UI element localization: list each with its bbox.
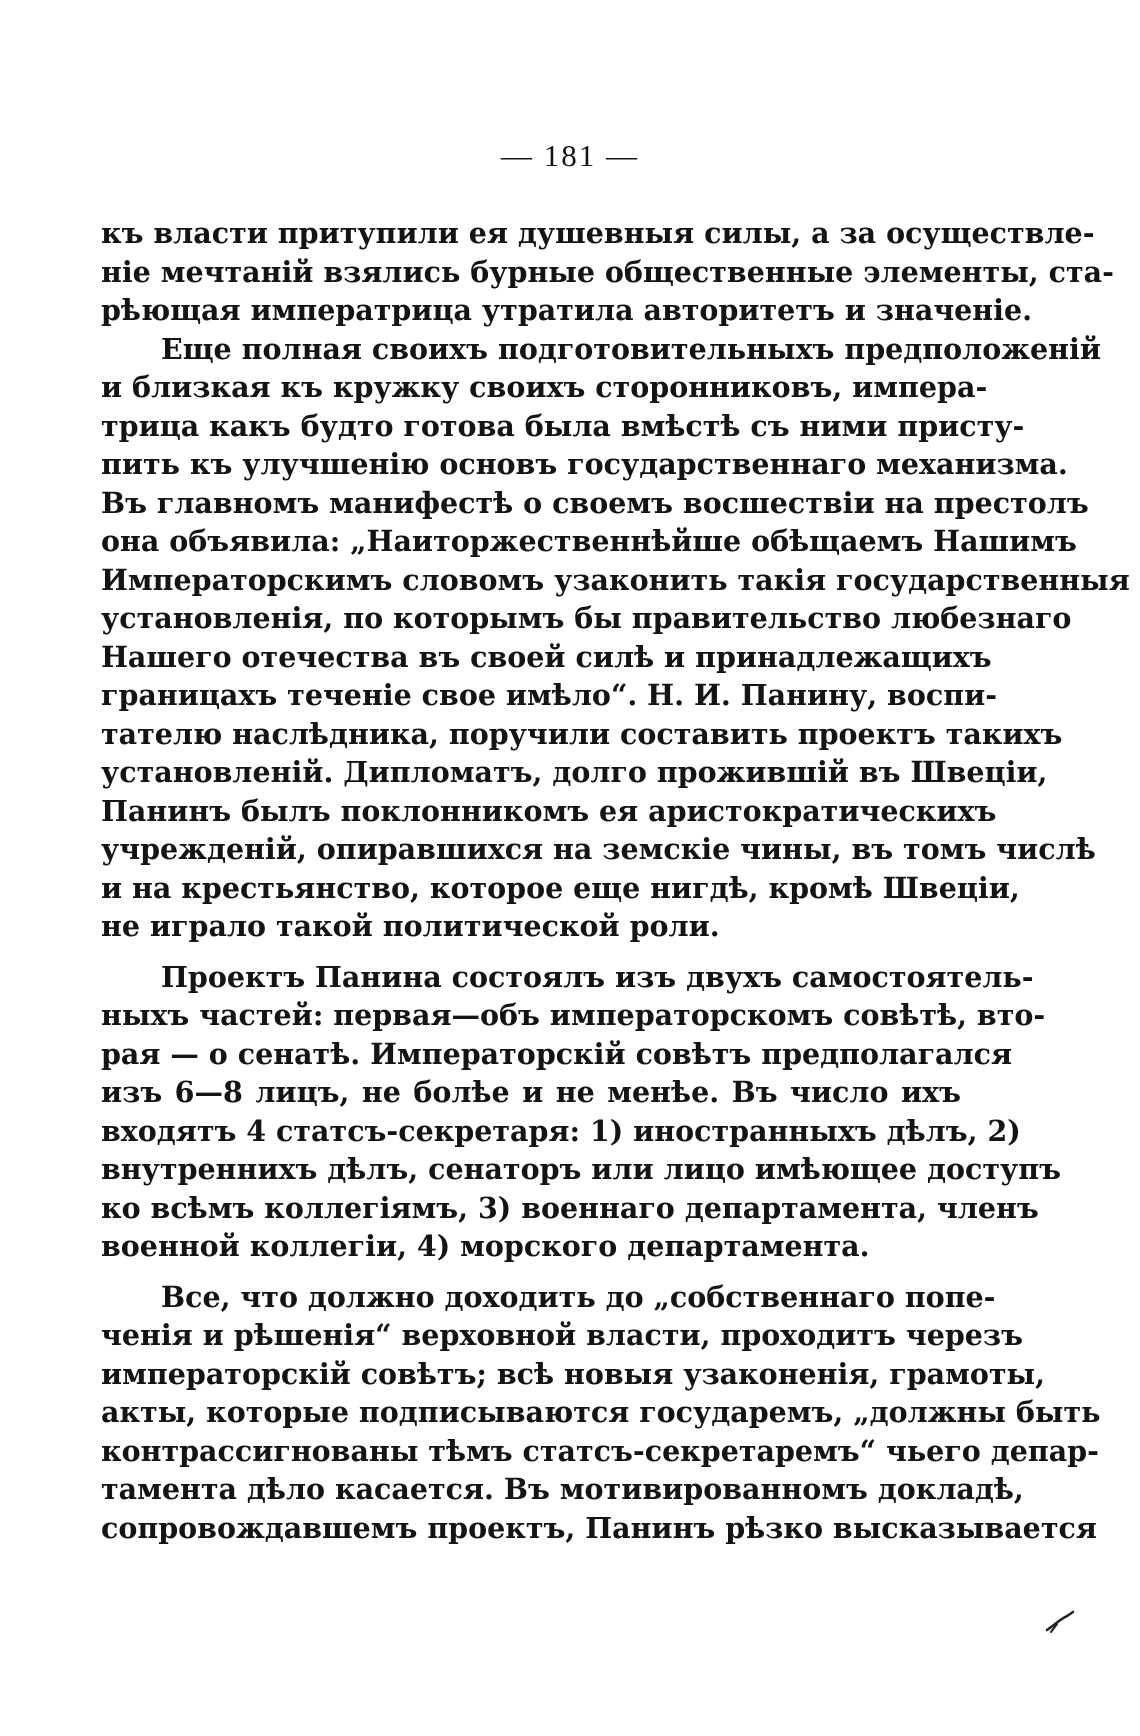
text-line: и близкая къ кружку своихъ сторонниковъ, импера- [101, 370, 988, 404]
text-line: рѣющая императрица утратила авторитетъ и значеніе. [101, 293, 1033, 327]
text-line: акты, которые подписываются государемъ, „должны быть [101, 1395, 1101, 1429]
text-line: ченія и рѣшенія“ верховной власти, проходитъ черезъ [101, 1318, 1023, 1352]
paragraph [101, 958, 1061, 1266]
text-line: внутреннихъ дѣлъ, сенаторъ или лицо имѣющее доступъ [101, 1152, 1061, 1186]
text-line: не играло такой политической роли. [101, 909, 720, 943]
text-line: трица какъ будто готова была вмѣстѣ съ ними присту- [101, 408, 1025, 443]
text-line: и на крестьянство, которое еще нигдѣ, кромѣ Швеціи, [101, 870, 1020, 905]
paragraph [101, 214, 1114, 330]
text-line: къ власти притупили ея душевныя силы, а за осуществле- [101, 216, 1095, 250]
text-line: она объявила: „Наиторжественнѣйше обѣщаемъ Нашимъ [101, 524, 1077, 558]
paragraph [101, 1278, 1101, 1548]
body-text [101, 214, 1130, 1547]
text-line: военной коллегіи, 4) морского департамента. [101, 1229, 870, 1263]
text-line: учрежденій, опиравшихся на земскіе чины, въ томъ числѣ [101, 832, 1096, 866]
text-line: Въ главномъ манифестѣ о своемъ восшествіи на престолъ [101, 485, 1089, 520]
text-line: входятъ 4 статсъ-секретаря: 1) иностранныхъ дѣлъ, 2) [101, 1113, 1021, 1148]
page-number: — 181 — [501, 138, 639, 173]
text-line: установленій. Дипломатъ, долго прожившій въ Швеціи, [101, 755, 1048, 789]
text-line: границахъ теченіе свое имѣло“. Н. И. Панину, воспи- [101, 678, 998, 712]
paragraph [101, 330, 1130, 946]
text-line: тателю наслѣдника, поручили составить проектъ такихъ [101, 716, 1063, 751]
pencil-mark-icon [1045, 1610, 1075, 1634]
text-line: Проектъ Панина состоялъ изъ двухъ самостоятель- [161, 959, 1034, 994]
text-line: рая — о сенатѣ. Императорскій совѣтъ предполагался [101, 1036, 1012, 1071]
text-line: пить къ улучшенію основъ государственнаго механизма. [101, 447, 1068, 481]
text-line: установленія, по которымъ бы правительство любезнаго [101, 601, 1072, 635]
text-line: сопровождавшемъ проектъ, Панинъ рѣзко высказывается [101, 1510, 1097, 1545]
text-line: тамента дѣло касается. Въ мотивированномъ докладѣ, [101, 1472, 1024, 1506]
text-line: Панинъ былъ поклонникомъ ея аристократическихъ [101, 793, 997, 828]
text-line: ніе мечтаній взялись бурные общественные элементы, ста- [101, 254, 1114, 289]
text-line: ко всѣмъ коллегіямъ, 3) военнаго департамента, членъ [101, 1190, 1039, 1225]
text-line: императорскій совѣтъ; всѣ новыя узаконенія, грамоты, [101, 1356, 1046, 1391]
text-line: Императорскимъ словомъ узаконить такія государственныя [101, 562, 1130, 597]
text-line: Все, что должно доходить до „собственнаго попе- [161, 1279, 996, 1314]
text-line: Нашего отечества въ своей силѣ и принадлежащихъ [101, 639, 992, 674]
text-line: контрассигнованы тѣмъ статсъ-секретаремъ“ чьего депар- [101, 1433, 1099, 1468]
text-line: Еще полная своихъ подготовительныхъ предположеній [161, 331, 1101, 366]
text-line: ныхъ частей: первая—объ императорскомъ совѣтѣ, вто- [101, 998, 1046, 1032]
text-line: изъ 6—8 лицъ, не болѣе и не менѣе. Въ число ихъ [101, 1075, 961, 1109]
